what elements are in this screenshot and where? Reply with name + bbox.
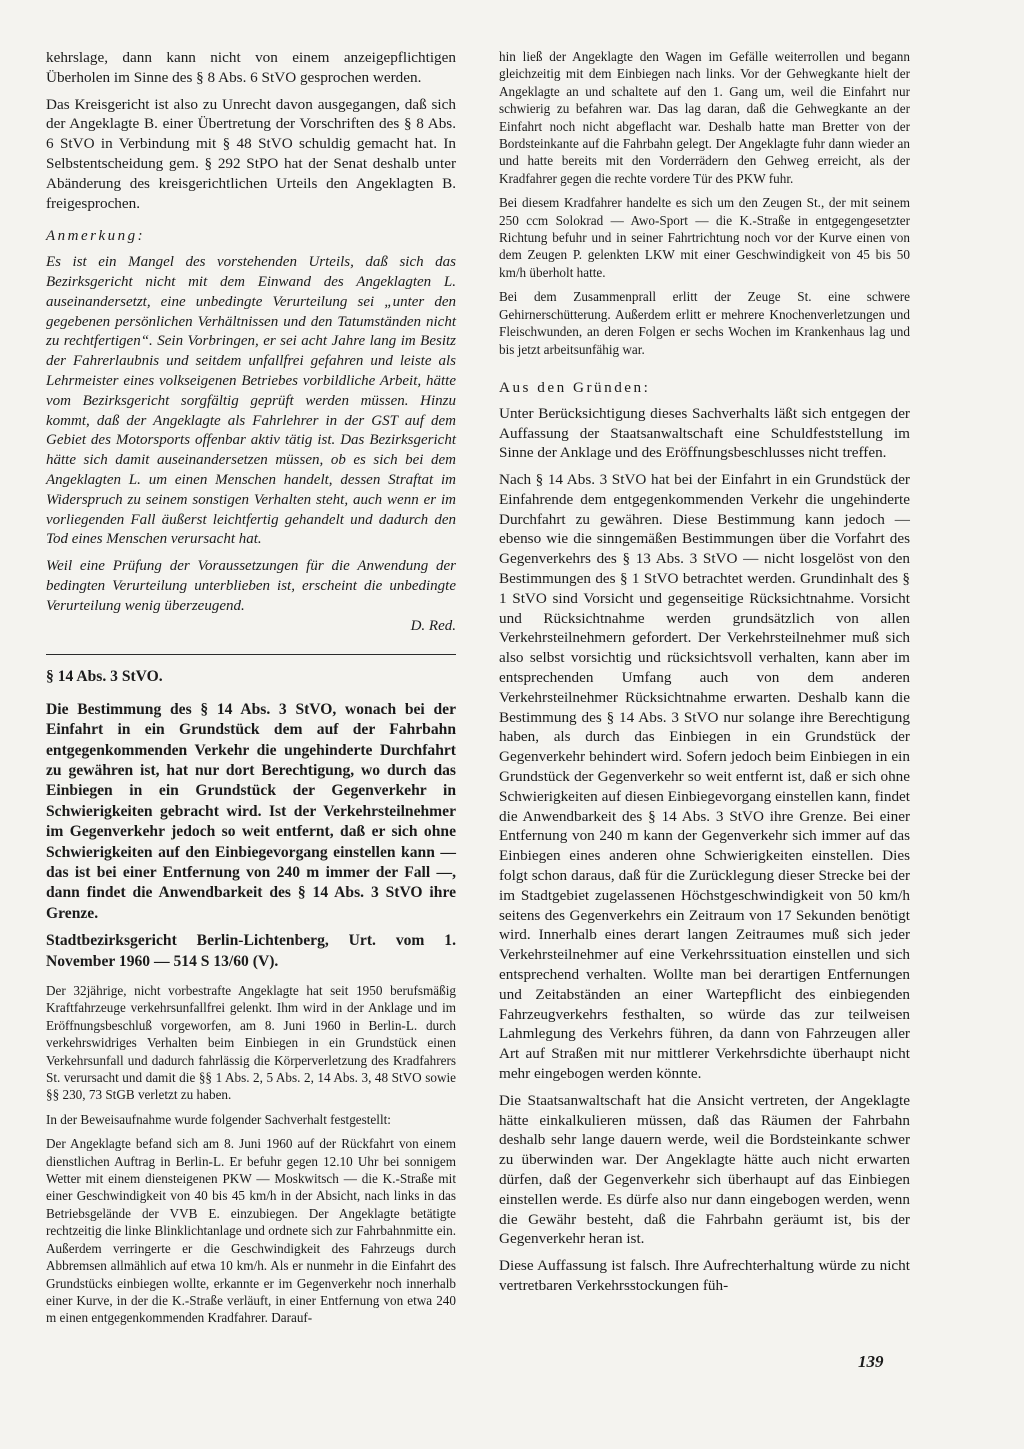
section-title: § 14 Abs. 3 StVO.	[46, 668, 163, 686]
paragraph: hin ließ der Angeklagte den Wagen im Gefälle weiterrollen und begann gleichzeitig mit dem Einbiegen nach links. Vor der Gehwegkante hielt der Angeklagte an und schaltete auf den 1. Gang um, weil die Einfahrt nur schwierig zu befahren war. Das lag daran, daß die Gehwegkante an der Einfahrt noch nicht abgeflacht war. Deshalb hatte man Bretter von der Bordsteinkante auf die Fahrbahn gelegt. Der Angeklagte fuhr dann wieder an und hatte bereits mit den Vorderrädern den Gehweg erreicht, als der Kradfahrer gegen die rechte vordere Tür des PKW fuhr.	[499, 49, 910, 186]
paragraph: Das Kreisgericht ist also zu Unrecht davon ausgegangen, daß sich der Angeklagte B. einer Übertretung der Vorschriften des § 8 Abs. 6 StVO in Verbindung mit § 48 StVO schuldig gemacht hat. In Selbstentscheidung gem. § 292 StPO hat der Senat deshalb unter Abänderung des kreisgerichtlichen Urteils den Angeklagten B. freigesprochen.	[46, 95, 456, 212]
section-divider	[46, 654, 456, 655]
paragraph: Bei diesem Kradfahrer handelte es sich um den Zeugen St., der mit seinem 250 ccm Solokrad — Awo-Sport — die K.-Straße in entgegengesetzter Richtung befuhr und in seiner Fahrtrichtung noch vor der Kurve einen von dem Zeugen P. gelenkten LKW mit einer Geschwindigkeit von 45 bis 50 km/h überholt hatte.	[499, 195, 910, 280]
right-column	[499, 48, 910, 1303]
editor-signature: D. Red.	[410, 617, 456, 634]
paragraph: kehrslage, dann kann nicht von einem anzeigepflichtigen Überholen im Sinne des § 8 Abs. 6 StVO gesprochen werden.	[46, 49, 456, 86]
anmerkung-paragraph: Weil eine Prüfung der Voraussetzungen für die Anwendung der bedingten Verurteilung unterblieben ist, erscheint die unbedingte Verurteilung wenig überzeugend.	[46, 558, 456, 614]
paragraph: Die Staatsanwaltschaft hat die Ansicht vertreten, der Angeklagte hätte einkalkulieren müssen, daß das Räumen der Fahrbahn deshalb sehr lange dauern werde, weil die Bordsteinkante schwer zu überwinden war. Der Angeklagte hätte auch nicht erwarten dürfen, daß der Gegenverkehr sich überhaupt auf das Einbiegen einstellen werde. Es dürfe also nur dann eingebogen werden, wenn die Gewähr besteht, daß die Fahrbahn geräumt ist, bis der Gegenverkehr heran ist.	[499, 1091, 910, 1248]
paragraph: Diese Auffassung ist falsch. Ihre Aufrechterhaltung würde zu nicht vertretbaren Verkehrsstockungen füh-	[499, 1257, 910, 1294]
paragraph: In der Beweisaufnahme wurde folgender Sachverhalt festgestellt:	[46, 1111, 391, 1127]
anmerkung-heading: Anmerkung:	[46, 228, 146, 245]
paragraph: Bei dem Zusammenprall erlitt der Zeuge St. eine schwere Gehirnerschütterung. Außerdem erlitt er mehrere Knochenverletzungen und Fleischwunden, an deren Folgen er sechs Wochen im Krankenhaus lag und bis jetzt arbeitsunfähig war.	[499, 289, 910, 357]
court-citation: Stadtbezirksgericht Berlin-Lichtenberg, Urt. vom 1. November 1960 — 514 S 13/60 (V).	[46, 932, 456, 970]
paragraph: Der Angeklagte befand sich am 8. Juni 1960 auf der Rückfahrt von einem dienstlichen Auftrag in Berlin-L. Er befuhr gegen 12.10 Uhr bei sonnigem Wetter mit einem diensteigenen PKW — Moskwitsch — die K.-Straße mit einer Geschwindigkeit von 40 bis 45 km/h in der Absicht, nach links in das Betriebsgelände der VVB E. einzubiegen. Der Angeklagte betätigte rechtzeitig die linke Blinklichtanlage und ordnete sich zur Fahrbahnmitte ein. Außerdem verringerte er die Geschwindigkeit des Fahrzeugs durch Abbremsen allmählich auf etwa 10 km/h. Als er nunmehr in die Einfahrt des Grundstücks einbiegen wollte, erkannte er im Gegenverkehr noch innerhalb einer Kurve, in der die K.-Straße verläuft, in einer Entfernung von etwa 240 m einen entgegenkommenden Kradfahrer. Darauf-	[46, 1136, 456, 1326]
paragraph: Nach § 14 Abs. 3 StVO hat bei der Einfahrt in ein Grundstück der Einfahrende dem entgegenkommenden Verkehr die ungehinderte Durchfahrt zu gewähren. Diese Bestimmung kann jedoch — ebenso wie die sinngemäßen Bestimmungen über die Vorfahrt des Gegenverkehrs des § 13 Abs. 3 StVO — nicht losgelöst von den Bestimmungen des § 1 StVO betrachtet werden. Grundinhalt des § 1 StVO sind Vorsicht und gegenseitige Rücksichtnahme. Vorsicht und Rücksichtnahme werden grundsätzlich von allen Verkehrsteilnehmern gefordert. Der Verkehrsteilnehmer muß sich also selbst vorsichtig und rücksichtsvoll verhalten, kann aber im entsprechenden Umfang auch von dem anderen Verkehrsteilnehmer Rücksichtnahme erwarten. Deshalb kann die Bestimmung des § 14 Abs. 3 StVO nur solange ihre Berechtigung haben, als durch das Einbiegen in ein Grundstück der Gegenverkehr behindert wird. Sofern jedoch beim Einbiegen in ein Grundstück der Gegenverkehr so weit entfernt ist, daß er sich ohne Schwierigkeiten auf diesen Einbiegevorgang einstellen kann, findet die Anwendbarkeit des § 14 Abs. 3 StVO ihre Grenze. Bei einer Entfernung von 240 m kann der Gegenverkehr sich immer auf das Einbiegen eines anderen ohne Schwierigkeiten einstellen. Dies folgt schon daraus, daß für die Zurücklegung dieser Strecke bei der im Stadtgebiet zugelassenen Höchstgeschwindigkeit von 50 km/h seitens des Gegenverkehrs ein Zeitraum von 17 Sekunden benötigt wird. Innerhalb eines derart langen Zeitraumes muß sich jeder Verkehrsteilnehmer auf eine Verkehrssituation einstellen und sich entsprechend verhalten. Wollte man bei derartigen Entfernungen und Zeitabständen an einer Wartepflicht des einbiegenden Fahrzeugverkehrs festhalten, so würde das zur teilweisen Lahmlegung des Verkehrs führen, da dann von Fahrzeugen aller Art auf Straßen mit nur mittlerer Verkehrsdichte überhaupt nicht mehr eingebogen werden könnte.	[499, 471, 910, 1082]
paragraph: Unter Berücksichtigung dieses Sachverhalts läßt sich entgegen der Auffassung der Staatsanwaltschaft eine Schuldfeststellung im Sinne der Anklage und des Eröffnungsbeschlusses nicht treffen.	[499, 404, 910, 462]
page-number: 139	[858, 1352, 884, 1371]
left-column	[46, 48, 456, 1334]
leitsatz: Die Bestimmung des § 14 Abs. 3 StVO, wonach bei der Einfahrt in ein Grundstück dem auf der Fahrbahn entgegenkommenden Verkehr die ungehinderte Durchfahrt zu gewähren ist, hat nur dort Berechtigung, wo durch das Einbiegen in ein Grundstück der Gegenverkehr in Schwierigkeiten gebracht wird. Ist der Verkehrsteilnehmer im Gegenverkehr jedoch so weit entfernt, daß er sich ohne Schwierigkeiten auf den Einbiegevorgang einstellen kann — das ist bei einer Entfernung von 240 m immer der Fall —, dann findet die Anwendbarkeit des § 14 Abs. 3 StVO ihre Grenze.	[46, 700, 456, 922]
paragraph: Der 32jährige, nicht vorbestrafte Angeklagte hat seit 1950 berufsmäßig Kraftfahrzeuge verkehrsunfallfrei gelenkt. Ihm wird in der Anklage und im Eröffnungsbeschluß vorgeworfen, am 8. Juni 1960 in Berlin-L. durch verkehrswidriges Verhalten beim Einbiegen in ein Grundstück einen Verkehrsunfall und dadurch fahrlässig die Körperverletzung des Kradfahrers St. verursacht und damit die §§ 1 Abs. 2, 5 Abs. 2, 14 Abs. 3, 48 StVO sowie §§ 230, 73 StGB verletzt zu haben.	[46, 983, 456, 1103]
anmerkung-paragraph: Es ist ein Mangel des vorstehenden Urteils, daß sich das Bezirksgericht nicht mit dem Einwand des Angeklagten L. auseinandersetzt, eine unbedingte Verurteilung sei „unter den gegebenen persönlichen Verhältnissen und den Tatumständen nicht zu rechtfertigen“. Sein Vorbringen, er sei acht Jahre lang im Besitz der Fahrerlaubnis und seitdem unfallfrei gefahren und leiste als Lehrmeister eines volkseigenen Betriebes vorbildliche Arbeit, hätte vom Bezirksgericht sorgfältig geprüft werden müssen. Hinzu kommt, daß der Angeklagte als Fahrlehrer in der GST auf dem Gebiet des Motorsports offenbar aktiv tätig ist. Das Bezirksgericht hätte sich damit auseinandersetzen müssen, ob es sich bei dem Angeklagten L. um einen Menschen handelt, dessen Straftat im Widerspruch zu seinem sonstigen Verhalten steht, auch wenn er im vorliegenden Fall äußerst leichtfertig gehandelt und dadurch den Tod eines Menschen verursacht hat.	[46, 254, 456, 548]
gruende-heading: Aus den Gründen:	[499, 378, 651, 396]
